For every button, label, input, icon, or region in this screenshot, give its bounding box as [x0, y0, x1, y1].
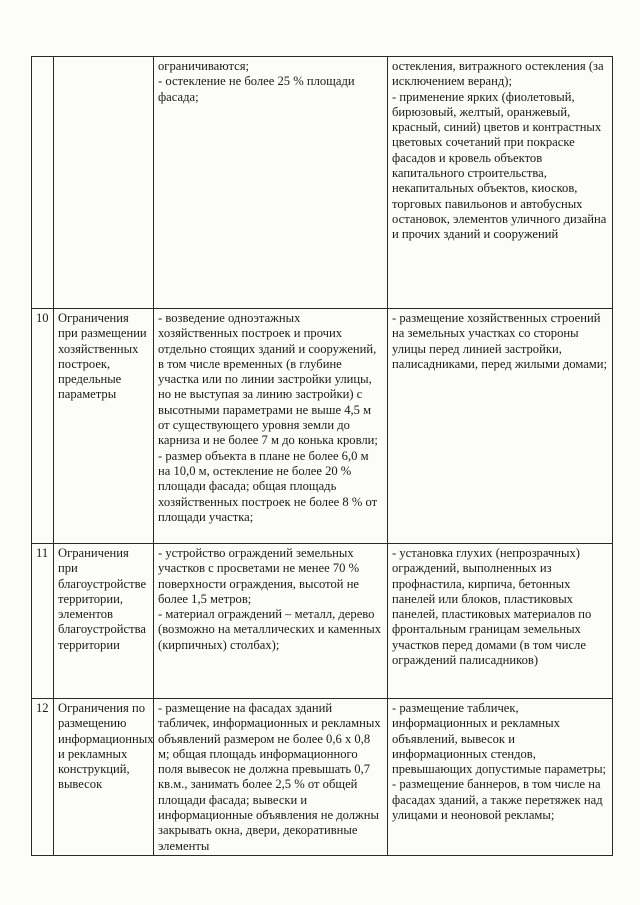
forbidden-cell: - размещение табличек, информационных и рекламных объявлений, вывесок и информационных стендов, превышающих допустимые параметры; - размещение баннеров, в том числе на фасадах зданий, а также перетяжек над улицами и неоновой рекламы;: [388, 699, 613, 856]
allowed-cell: - возведение одноэтажных хозяйственных построек и прочих отдельно стоящих зданий и сооружений, в том числе временных (в глубине участка или по линии застройки улицы, но не выступая за линию застройки) с высотными параметрами не выше 4,5 м от существующего уровня земли до карниза и не более 7 м до конька кровли; - размер объекта в плане не более 6,0 м на 10,0 м, остекление не более 20 % площади фасада; общая площадь хозяйственных построек не более 8 % от площади участка;: [154, 309, 388, 544]
restrictions-table: [31, 56, 613, 856]
row-number: 10: [32, 309, 54, 544]
restriction-name: [54, 57, 154, 309]
table-row: [32, 699, 613, 856]
forbidden-cell: - установка глухих (непрозрачных) ограждений, выполненных из профнастила, кирпича, бетонных панелей или блоков, пластиковых панелей, пластиковых материалов по фронтальным границам земельных участков перед домами (в том числе ограждений палисадников): [388, 544, 613, 699]
allowed-cell: - устройство ограждений земельных участков с просветами не менее 70 % поверхности ограждения, высотой не более 1,5 метров; - материал ограждений – металл, дерево (возможно на металлических и каменных (кирпичных) столбах);: [154, 544, 388, 699]
table-row: [32, 544, 613, 699]
forbidden-cell: - размещение хозяйственных строений на земельных участках со стороны улицы перед линией застройки, палисадниками, перед жилыми домами;: [388, 309, 613, 544]
row-number: 11: [32, 544, 54, 699]
restriction-name: Ограничения при благоустройстве территории, элементов благоустройства территории: [54, 544, 154, 699]
forbidden-cell: остекления, витражного остекления (за исключением веранд); - применение ярких (фиолетовый, бирюзовый, желтый, оранжевый, красный, синий) цветов и контрастных цветовых сочетаний при покраске фасадов и кровель объектов капитального строительства, некапитальных объектов, киосков, торговых павильонов и автобусных остановок, элементов уличного дизайна и прочих зданий и сооружений: [388, 57, 613, 309]
restriction-name: Ограничения по размещению информационных и рекламных конструкций, вывесок: [54, 699, 154, 856]
allowed-cell: ограничиваются; - остекление не более 25 % площади фасада;: [154, 57, 388, 309]
table-row: [32, 309, 613, 544]
row-number: [32, 57, 54, 309]
row-number: 12: [32, 699, 54, 856]
restriction-name: Ограничения при размещении хозяйственных построек, предельные параметры: [54, 309, 154, 544]
allowed-cell: - размещение на фасадах зданий табличек, информационных и рекламных объявлений размером не более 0,6 х 0,8 м; общая площадь информационного поля вывесок не должна превышать 0,7 кв.м., занимать более 2,5 % от общей площади фасада; вывески и информационные объявления не должны закрывать окна, двери, декоративные элементы: [154, 699, 388, 856]
table-row: [32, 57, 613, 309]
